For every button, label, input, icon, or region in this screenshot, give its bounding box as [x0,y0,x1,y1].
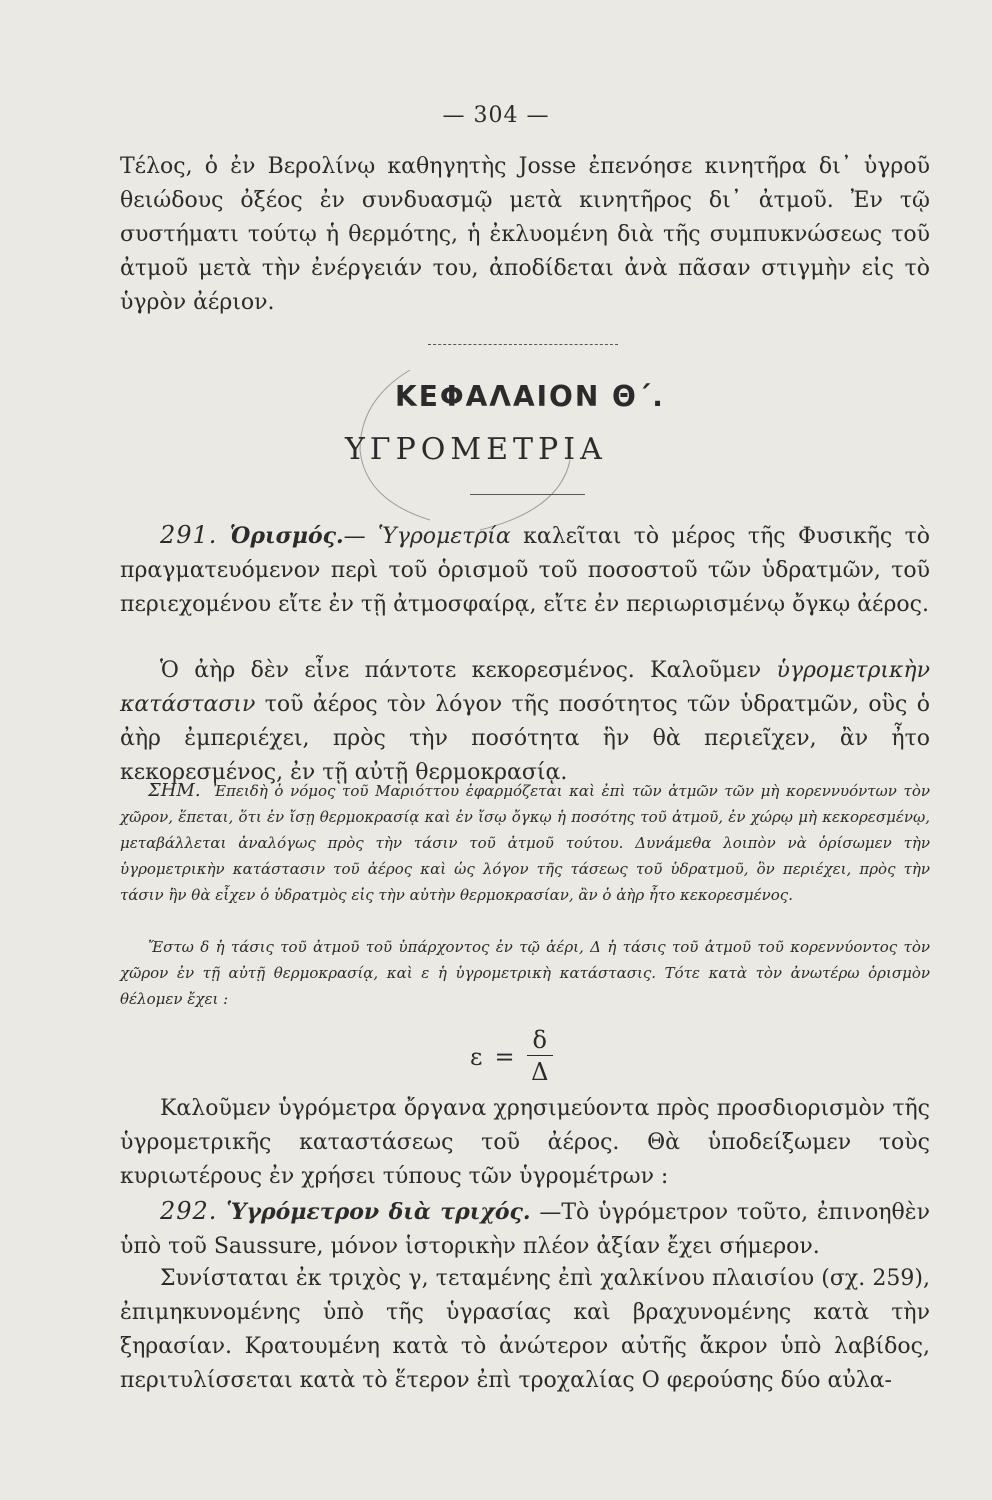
section-title: Ὑγρόμετρον διὰ τριχός. [226,1199,531,1225]
paragraph-end: τοῦ ἀέρος τὸν λόγον τῆς ποσότητος τῶν ὑδρατμῶν, οὓς ὁ ἀὴρ ἐμπεριέχει, πρὸς τὴν ποσότητα ἣν θὰ περιεῖχεν, ἂν ἦτο κεκορεσμένος, ἐν τῇ αὐτῇ θερμοκρασίᾳ. [120,692,930,785]
section-dash: — [539,1200,562,1225]
note-paragraph-2: Ἔστω δ ἡ τάσις τοῦ ἀτμοῦ τοῦ ὑπάρχοντος ἐν τῷ ἀέρι, Δ ἡ τάσις τοῦ ἀτμοῦ τοῦ κορεννύοντος τὸν χῶρον ἐν τῇ αὐτῇ θερμοκρασίᾳ, καὶ ε ἡ ὑγρομετρικὴ κατάστασις. Τότε κατὰ τὸν ἀνωτέρω ὁρισμὸν θέλομεν ἔχει : [120,938,930,1008]
section-title: Ὁρισμός. [229,523,344,549]
chapter-title: ΥΓΡΟΜΕΤΡΙΑ [345,432,607,467]
section-292 [120,1194,930,1264]
chapter-label: ΚΕΦΑΛΑΙΟΝ Θ΄. [395,380,665,413]
hair-hygrometer-paragraph: Συνίσταται ἐκ τριχὸς γ, τεταμένης ἐπὶ χαλκίνου πλαισίου (σχ. 259), ἐπιμηκυνομένης ὑπὸ τῆς ὑγρασίας καὶ βραχυνομένης κατὰ τὴν ξηρασίαν. Κρατουμένη κατὰ τὸ ἀνώτερον αὐτῆς ἄκρον ὑπὸ λαβίδος, περιτυλίσσεται κατὰ τὸ ἕτερον ἐπὶ τροχαλίας Ο φερούσης δύο αὐλα- [120,1266,930,1393]
formula-numerator: δ [527,1025,553,1056]
intro-paragraph: Τέλος, ὁ ἐν Βερολίνῳ καθηγητὴς Josse ἐπενόησε κινητῆρα δι᾽ ὑγροῦ θειώδους ὀξέος ἐν συνδυασμῷ μετὰ κινητῆρος δι᾽ ἀτμοῦ. Ἐν τῷ συστήματι τούτῳ ἡ θερμότης, ἡ ἐκλυομένη διὰ τῆς συμπυκνώσεως τοῦ ἀτμοῦ μετὰ τὴν ἐνέργειάν του, ἀποδίδεται ἀνὰ πᾶσαν στιγμὴν εἰς τὸ ὑγρὸν ἀέριον. [120,154,930,315]
section-291 [120,518,930,622]
formula-fraction [527,1025,553,1088]
chapter-rule-bottom [470,494,585,495]
saturation-paragraph [120,654,930,790]
formula [470,1025,553,1088]
section-text: Τὸ ὑγρόμετρον τοῦτο, ἐπινοηθὲν ὑπὸ τοῦ Saussure, μόνον ἱστορικὴν πλέον ἀξίαν ἔχει σήμερον. [120,1200,930,1259]
section-text: καλεῖται τὸ μέρος τῆς Φυσικῆς τὸ πραγματευόμενον περὶ τοῦ ὁρισμοῦ τοῦ ποσοστοῦ τῶν ὑδρατμῶν, τοῦ περιεχομένου εἴτε ἐν τῇ ἀτμοσφαίρᾳ, εἴτε ἐν περιωρισμένῳ ὄγκῳ ἀέρος. [120,524,931,617]
section-dash: — [343,524,366,549]
note-paragraph [120,778,930,908]
note-text: Ἐπειδὴ ὁ νόμος τοῦ Μαριόττου ἐφαρμόζεται καὶ ἐπὶ τῶν ἀτμῶν τῶν μὴ κορεννυόντων τὸν χῶρον, ἕπεται, ὅτι ἐν ἴσῃ θερμοκρασίᾳ καὶ ἐν ἴσῳ ὄγκῳ ἡ ποσότης τοῦ ἀτμοῦ, ἐν χώρῳ μὴ κεκορεσμένῳ, μεταβάλλεται ἀναλόγως πρὸς τὴν τάσιν τοῦ ἀτμοῦ τούτου. Δυνάμεθα λοιπὸν νὰ ὁρίσωμεν τὴν ὑγρομετρικὴν κατάστασιν τοῦ ἀέρος καὶ ὡς λόγον τῆς τάσεως τοῦ ὑδρατμοῦ, ὃν περιέχει, πρὸς τὴν τάσιν ἣν θὰ εἶχεν ὁ ὑδρατμὸς εἰς τὴν αὐτὴν θερμοκρασίαν, ἂν ὁ ἀὴρ ἦτο κεκορεσμένος. [120,782,930,904]
note-label: ΣΗΜ. [148,780,201,801]
chapter-rule-top [428,344,618,345]
section-number: 291. [160,521,218,549]
formula-equals: = [494,1042,515,1071]
formula-denominator: Δ [531,1058,549,1086]
page-number: — 304 — [442,103,550,128]
section-number: 292. [160,1197,218,1225]
formula-lhs: ε [470,1042,483,1071]
defined-term: Ὑγρομετρία [378,524,511,549]
paragraph-start: Ὁ ἀὴρ δὲν εἶνε πάντοτε κεκορεσμένος. Καλοῦμεν [160,658,762,683]
instruments-paragraph: Καλοῦμεν ὑγρόμετρα ὄργανα χρησιμεύοντα πρὸς προσδιορισμὸν τῆς ὑγρομετρικῆς καταστάσεως τοῦ ἀέρος. Θὰ ὑποδείξωμεν τοὺς κυριωτέρους ἐν χρήσει τύπους τῶν ὑγρομέτρων : [120,1096,930,1189]
defined-term: ὑγρομετρικὴν κατάστασιν [120,658,930,717]
